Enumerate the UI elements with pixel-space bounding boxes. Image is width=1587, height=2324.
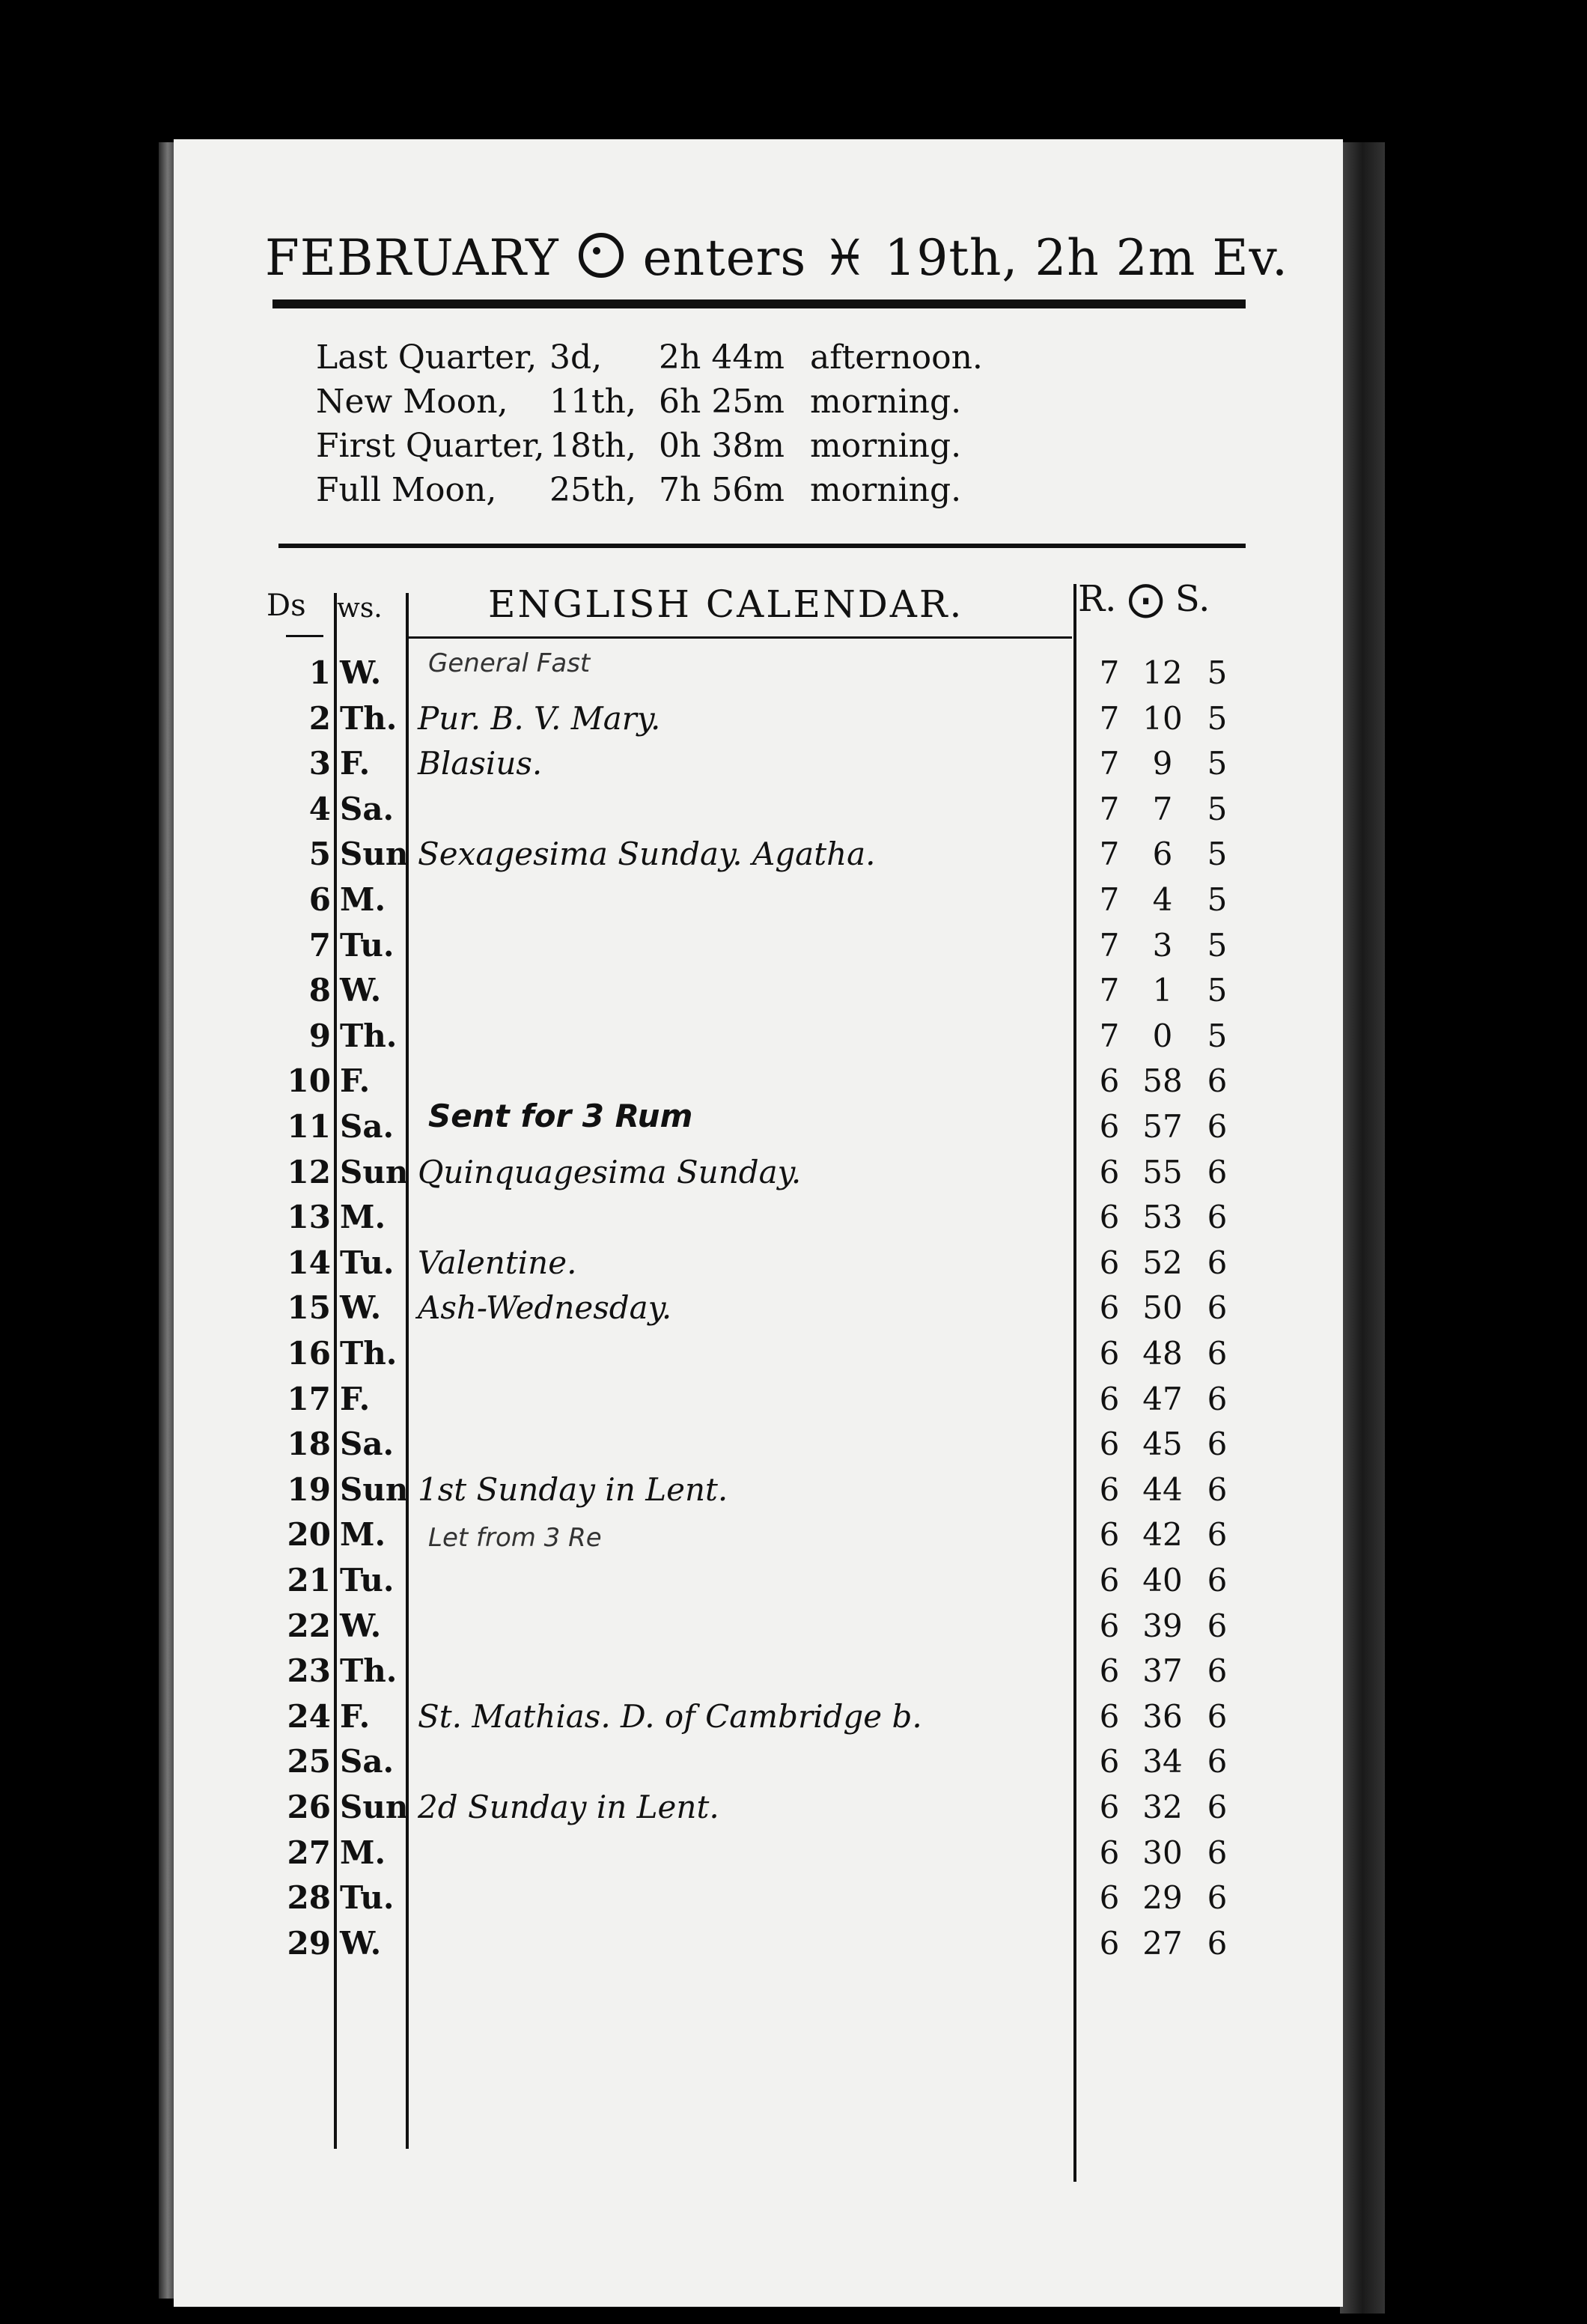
sunset-hour: 5 <box>1207 881 1228 918</box>
phase-date: 11th, <box>549 383 636 421</box>
day-number: 3 <box>308 745 331 782</box>
calendar-row <box>174 1925 1343 1970</box>
day-number: 25 <box>287 1743 331 1780</box>
sunset-hour: 6 <box>1207 1335 1228 1372</box>
handwritten-note: Let from 3 Re <box>428 1523 602 1553</box>
calendar-row <box>174 1698 1343 1743</box>
calendar-row <box>174 1652 1343 1697</box>
sunrise-hour: 6 <box>1099 1108 1120 1145</box>
phase-part: morning. <box>810 383 962 421</box>
sunrise-minute: 48 <box>1142 1335 1183 1372</box>
handwritten-note: Sent for 3 Rum <box>428 1098 693 1134</box>
weekday: Th. <box>340 1335 397 1372</box>
sunset-hour: 6 <box>1207 1426 1228 1463</box>
day-number: 18 <box>287 1426 331 1463</box>
sunrise-minute: 4 <box>1152 881 1173 918</box>
phase-time: 6h 25m <box>659 383 785 421</box>
weekday: Sa. <box>340 1743 395 1780</box>
weekdays-column-header: ws. <box>337 593 383 624</box>
rise-set-column-header: R. ⨀ S. <box>1078 578 1210 620</box>
calendar-event: Sexagesima Sunday. Agatha. <box>418 836 876 873</box>
sunrise-minute: 52 <box>1142 1244 1183 1281</box>
day-number: 27 <box>287 1834 331 1871</box>
calendar-event: 2d Sunday in Lent. <box>418 1789 719 1825</box>
sunset-hour: 5 <box>1207 790 1228 827</box>
sunrise-hour: 7 <box>1099 926 1120 964</box>
phase-name: New Moon, <box>316 383 508 421</box>
month-name: FEBRUARY <box>265 229 559 287</box>
phase-name: First Quarter, <box>316 427 545 465</box>
weekday: F. <box>340 1697 371 1735</box>
day-number: 14 <box>287 1244 331 1281</box>
sunrise-minute: 36 <box>1142 1697 1183 1735</box>
sunrise-hour: 7 <box>1099 1017 1120 1054</box>
sunrise-minute: 12 <box>1142 654 1183 691</box>
sunset-hour: 6 <box>1207 1153 1228 1190</box>
sunrise-hour: 6 <box>1099 1153 1120 1190</box>
sunrise-minute: 32 <box>1142 1789 1183 1825</box>
book-spine <box>1340 142 1385 2314</box>
sunrise-minute: 57 <box>1142 1108 1183 1145</box>
sunrise-hour: 6 <box>1099 1562 1120 1598</box>
sunrise-minute: 0 <box>1152 1017 1173 1054</box>
day-number: 19 <box>287 1470 331 1508</box>
calendar-row <box>174 1426 1343 1470</box>
weekday: Sa. <box>340 1108 395 1145</box>
sunset-hour: 6 <box>1207 1470 1228 1508</box>
sunrise-minute: 7 <box>1152 790 1173 827</box>
sunset-hour: 6 <box>1207 1924 1228 1962</box>
sunrise-hour: 7 <box>1099 790 1120 827</box>
weekday: Tu. <box>340 926 395 964</box>
sunset-hour: 5 <box>1207 745 1228 782</box>
sunset-hour: 6 <box>1207 1062 1228 1100</box>
weekday: Th. <box>340 699 397 737</box>
day-number: 5 <box>308 836 331 873</box>
sunrise-hour: 7 <box>1099 881 1120 918</box>
day-number: 9 <box>308 1017 331 1054</box>
section-rule <box>278 544 1246 548</box>
calendar-row <box>174 1289 1343 1334</box>
days-header-rule <box>286 635 323 637</box>
sunrise-minute: 39 <box>1142 1607 1183 1644</box>
day-number: 20 <box>287 1516 331 1554</box>
sunrise-minute: 6 <box>1152 836 1173 873</box>
calendar-row <box>174 1834 1343 1879</box>
day-number: 29 <box>287 1924 331 1962</box>
calendar-event: St. Mathias. D. of Cambridge b. <box>418 1697 922 1735</box>
calendar-row <box>174 1244 1343 1289</box>
weekday: F. <box>340 1062 371 1100</box>
sunrise-hour: 6 <box>1099 1199 1120 1236</box>
sunrise-hour: 7 <box>1099 745 1120 782</box>
sunrise-minute: 37 <box>1142 1652 1183 1690</box>
sunrise-minute: 45 <box>1142 1426 1183 1463</box>
sunset-hour: 6 <box>1207 1743 1228 1780</box>
sunset-hour: 5 <box>1207 654 1228 691</box>
calendar-row <box>174 881 1343 926</box>
calendar-event: Blasius. <box>418 745 543 782</box>
phase-date: 18th, <box>549 427 636 465</box>
sunrise-hour: 6 <box>1099 1335 1120 1372</box>
day-number: 24 <box>287 1697 331 1735</box>
sunrise-minute: 50 <box>1142 1289 1183 1327</box>
weekday: M. <box>340 1516 386 1554</box>
day-number: 17 <box>287 1380 331 1417</box>
sunset-hour: 6 <box>1207 1789 1228 1825</box>
day-number: 23 <box>287 1652 331 1690</box>
sunrise-hour: 6 <box>1099 1244 1120 1281</box>
calendar-event: Valentine. <box>418 1244 577 1281</box>
sunrise-hour: 6 <box>1099 1607 1120 1644</box>
phase-date: 3d, <box>549 338 603 377</box>
calendar-row <box>174 1017 1343 1062</box>
weekday: Sun <box>340 1789 409 1825</box>
phase-time: 2h 44m <box>659 338 785 377</box>
sunset-hour: 5 <box>1207 699 1228 737</box>
sun-icon <box>579 233 624 278</box>
calendar-row <box>174 791 1343 836</box>
sunrise-hour: 7 <box>1099 699 1120 737</box>
calendar-row <box>174 1743 1343 1788</box>
calendar-row <box>174 1471 1343 1516</box>
almanac-page <box>174 139 1343 2307</box>
calendar-row <box>174 654 1343 699</box>
sunset-hour: 6 <box>1207 1199 1228 1236</box>
sunset-hour: 6 <box>1207 1380 1228 1417</box>
calendar-event: 1st Sunday in Lent. <box>418 1470 728 1508</box>
sunrise-hour: 6 <box>1099 1380 1120 1417</box>
calendar-event: Ash-Wednesday. <box>418 1289 672 1327</box>
weekday: W. <box>340 654 382 691</box>
day-number: 16 <box>287 1335 331 1372</box>
calendar-column-header: ENGLISH CALENDAR. <box>488 582 964 626</box>
sunrise-hour: 6 <box>1099 1516 1120 1554</box>
calendar-row <box>174 1062 1343 1107</box>
weekday: Sa. <box>340 790 395 827</box>
phase-name: Full Moon, <box>316 471 497 509</box>
sunrise-minute: 9 <box>1152 745 1173 782</box>
sunrise-minute: 34 <box>1142 1743 1183 1780</box>
sun-event: enters <box>642 229 807 287</box>
weekday: W. <box>340 972 382 1009</box>
calendar-row <box>174 1199 1343 1244</box>
phase-part: afternoon. <box>810 338 983 377</box>
sunrise-minute: 53 <box>1142 1199 1183 1236</box>
sunrise-hour: 6 <box>1099 1289 1120 1327</box>
calendar-row <box>174 1789 1343 1834</box>
weekday: W. <box>340 1924 382 1962</box>
calendar-row <box>174 1879 1343 1924</box>
sunset-hour: 6 <box>1207 1834 1228 1871</box>
sunset-hour: 6 <box>1207 1289 1228 1327</box>
pisces-icon: ♓ <box>823 229 868 287</box>
calendar-row <box>174 745 1343 790</box>
weekday: Th. <box>340 1652 397 1690</box>
weekday: W. <box>340 1289 382 1327</box>
weekday: F. <box>340 1380 371 1417</box>
weekday: W. <box>340 1607 382 1644</box>
sunrise-hour: 7 <box>1099 654 1120 691</box>
phase-part: morning. <box>810 471 962 509</box>
phase-date: 25th, <box>549 471 636 509</box>
weekday: Sa. <box>340 1426 395 1463</box>
days-column-header: Ds <box>266 588 306 623</box>
sunrise-minute: 3 <box>1152 926 1173 964</box>
calendar-row <box>174 1607 1343 1652</box>
calendar-row <box>174 1516 1343 1561</box>
sunrise-hour: 6 <box>1099 1697 1120 1735</box>
day-number: 13 <box>287 1199 331 1236</box>
sunrise-hour: 6 <box>1099 1834 1120 1871</box>
day-number: 12 <box>287 1153 331 1190</box>
sunrise-hour: 6 <box>1099 1426 1120 1463</box>
calendar-row <box>174 700 1343 745</box>
phase-time: 0h 38m <box>659 427 785 465</box>
weekday: Th. <box>340 1017 397 1054</box>
day-number: 15 <box>287 1289 331 1327</box>
day-number: 11 <box>287 1108 331 1145</box>
day-number: 7 <box>308 926 331 964</box>
calendar-row <box>174 1335 1343 1380</box>
page-title <box>265 229 1433 287</box>
weekday: Tu. <box>340 1562 395 1598</box>
sunrise-hour: 6 <box>1099 1924 1120 1962</box>
calendar-row <box>174 836 1343 880</box>
sunrise-hour: 6 <box>1099 1062 1120 1100</box>
sunrise-minute: 10 <box>1142 699 1183 737</box>
sunrise-hour: 7 <box>1099 972 1120 1009</box>
phase-name: Last Quarter, <box>316 338 537 377</box>
sunrise-hour: 6 <box>1099 1743 1120 1780</box>
calendar-row <box>174 972 1343 1017</box>
day-number: 8 <box>308 972 331 1009</box>
day-number: 26 <box>287 1789 331 1825</box>
day-number: 21 <box>287 1562 331 1598</box>
sunrise-minute: 1 <box>1152 972 1173 1009</box>
sunset-hour: 5 <box>1207 1017 1228 1054</box>
day-number: 22 <box>287 1607 331 1644</box>
sunrise-minute: 29 <box>1142 1879 1183 1917</box>
sunrise-hour: 7 <box>1099 836 1120 873</box>
weekday: Tu. <box>340 1244 395 1281</box>
phase-time: 7h 56m <box>659 471 785 509</box>
handwritten-note: General Fast <box>428 648 591 678</box>
sunrise-hour: 6 <box>1099 1789 1120 1825</box>
sunrise-hour: 6 <box>1099 1879 1120 1917</box>
sunset-hour: 5 <box>1207 972 1228 1009</box>
sunrise-minute: 30 <box>1142 1834 1183 1871</box>
phase-part: morning. <box>810 427 962 465</box>
calendar-event: Pur. B. V. Mary. <box>418 699 661 737</box>
calendar-row <box>174 1562 1343 1607</box>
weekday: Sun <box>340 1470 409 1508</box>
weekday: Sun <box>340 836 409 873</box>
weekday: M. <box>340 881 386 918</box>
weekday: F. <box>340 745 371 782</box>
sign-date: 19th, 2h 2m Ev. <box>884 229 1288 287</box>
day-number: 6 <box>308 881 331 918</box>
weekday: M. <box>340 1199 386 1236</box>
calendar-row <box>174 1381 1343 1426</box>
sunset-hour: 6 <box>1207 1607 1228 1644</box>
sunset-hour: 6 <box>1207 1879 1228 1917</box>
sunrise-minute: 55 <box>1142 1153 1183 1190</box>
day-number: 28 <box>287 1879 331 1917</box>
day-number: 4 <box>308 790 331 827</box>
calendar-row <box>174 1108 1343 1153</box>
sunrise-minute: 47 <box>1142 1380 1183 1417</box>
sunset-hour: 6 <box>1207 1516 1228 1554</box>
sunset-hour: 6 <box>1207 1562 1228 1598</box>
calendar-event: Quinquagesima Sunday. <box>418 1153 802 1190</box>
sunrise-minute: 42 <box>1142 1516 1183 1554</box>
sunset-hour: 5 <box>1207 926 1228 964</box>
header-rule <box>272 299 1246 308</box>
calendar-row <box>174 1154 1343 1199</box>
sunrise-hour: 6 <box>1099 1470 1120 1508</box>
calendar-header-rule <box>407 636 1072 639</box>
day-number: 2 <box>308 699 331 737</box>
day-number: 10 <box>287 1062 331 1100</box>
sunset-hour: 6 <box>1207 1697 1228 1735</box>
weekday: Sun <box>340 1153 409 1190</box>
calendar-row <box>174 927 1343 972</box>
day-number: 1 <box>308 654 331 691</box>
sunrise-minute: 58 <box>1142 1062 1183 1100</box>
weekday: M. <box>340 1834 386 1871</box>
sunset-hour: 6 <box>1207 1244 1228 1281</box>
sunrise-minute: 44 <box>1142 1470 1183 1508</box>
sunset-hour: 5 <box>1207 836 1228 873</box>
weekday: Tu. <box>340 1879 395 1917</box>
sunrise-hour: 6 <box>1099 1652 1120 1690</box>
sunset-hour: 6 <box>1207 1652 1228 1690</box>
sunrise-minute: 27 <box>1142 1924 1183 1962</box>
sunrise-minute: 40 <box>1142 1562 1183 1598</box>
sunset-hour: 6 <box>1207 1108 1228 1145</box>
